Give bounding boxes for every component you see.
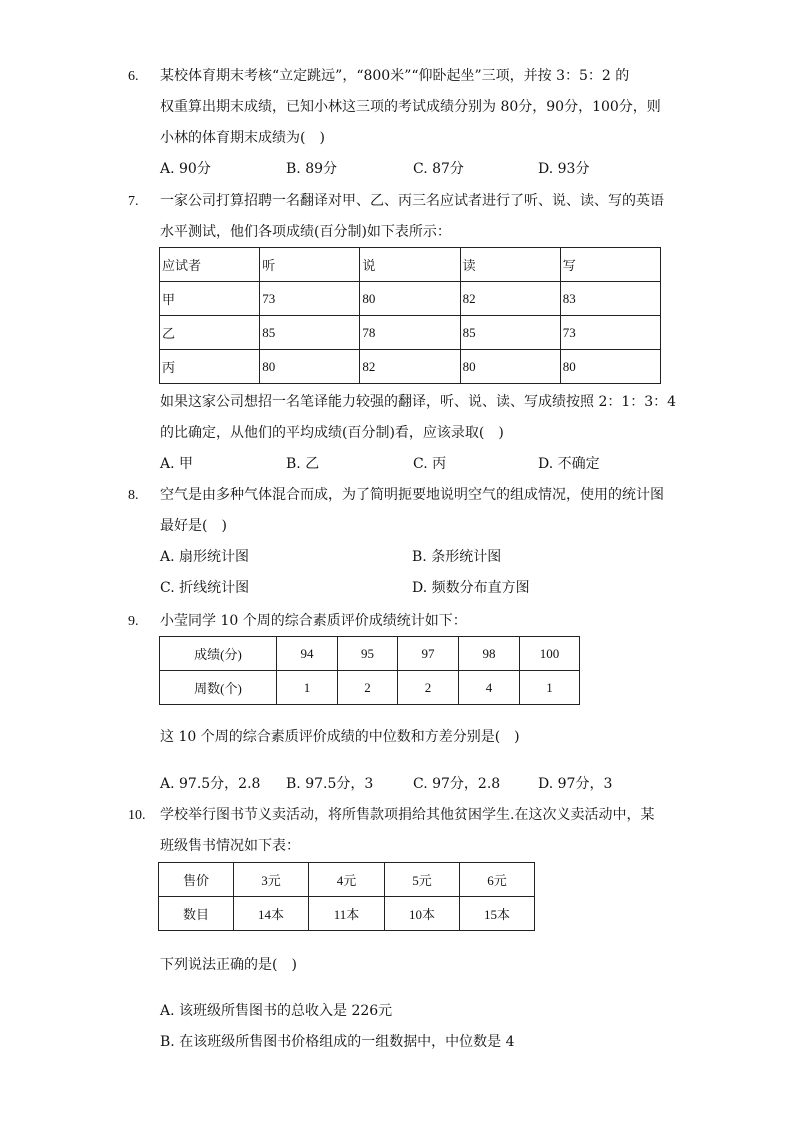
question-text-line: 如果这家公司想招一名笔译能力较强的翻译，听、说、读、写成绩按照 2：1：3：4: [160, 394, 677, 410]
table-cell: 6元: [460, 863, 535, 897]
table-cell: 85: [260, 316, 360, 350]
table-cell: 数目: [159, 897, 234, 931]
option-b[interactable]: B. 在该班级所售图书价格组成的一组数据中，中位数是 4: [160, 1034, 515, 1050]
table-cell: 80: [560, 350, 660, 384]
table-row: [160, 637, 580, 671]
table-cell: 82: [460, 282, 560, 316]
question-text-line: 空气是由多种气体混合而成，为了简明扼要地说明空气的组成情况，使用的统计图: [160, 487, 664, 503]
option-c[interactable]: C. 丙: [413, 456, 447, 472]
option-a[interactable]: A. 97.5分，2.8: [160, 776, 261, 792]
question-text-line: 这 10 个周的综合素质评价成绩的中位数和方差分别是( ): [160, 729, 520, 745]
option-d[interactable]: D. 93分: [538, 161, 590, 177]
table-cell: 售价: [159, 863, 234, 897]
question-text-line: 权重算出期末成绩，已知小林这三项的考试成绩分别为 80分，90分，100分，则: [160, 99, 661, 115]
options-row: [160, 769, 668, 800]
table-cell: 98: [459, 637, 520, 671]
table-row: [160, 350, 661, 384]
option-c[interactable]: C. 97分，2.8: [413, 776, 501, 792]
table-cell: 1: [520, 671, 580, 705]
table-cell: 2: [338, 671, 398, 705]
option-c[interactable]: C. 折线统计图: [160, 580, 250, 596]
options-row: [160, 154, 668, 185]
question-number: 7.: [128, 194, 139, 209]
table-cell: 15本: [460, 897, 535, 931]
question-text-line: 某校体育期末考核“立定跳远”，“800米”“仰卧起坐”三项，并按 3：5：2 的: [160, 68, 630, 84]
table-cell: 97: [398, 637, 459, 671]
table-cell: 83: [560, 282, 660, 316]
table-header-row: [160, 248, 661, 282]
option-d[interactable]: D. 频数分布直方图: [412, 580, 530, 596]
table-cell: 丙: [160, 350, 260, 384]
question-number: 9.: [128, 614, 139, 629]
table-cell: 4: [459, 671, 520, 705]
question-text-line: 班级售书情况如下表：: [160, 838, 300, 854]
option-a[interactable]: A. 90分: [160, 161, 211, 177]
header-cell: 说: [360, 248, 460, 282]
question-text-line: 下列说法正确的是( ): [160, 957, 297, 973]
question-number: 8.: [128, 488, 139, 503]
option-a[interactable]: A. 甲: [160, 456, 194, 472]
score-table: [159, 247, 661, 384]
question-text-line: 的比确定，从他们的平均成绩(百分制)看，应该录取( ): [160, 425, 504, 441]
table-cell: 4元: [309, 863, 385, 897]
options-row: [160, 542, 668, 573]
option-b[interactable]: B. 89分: [286, 161, 338, 177]
table-cell: 73: [560, 316, 660, 350]
table-cell: 85: [460, 316, 560, 350]
table-cell: 10本: [385, 897, 460, 931]
option-a[interactable]: A. 扇形统计图: [160, 549, 250, 565]
table-cell: 成绩(分): [160, 637, 277, 671]
table-cell: 82: [360, 350, 460, 384]
question-text-line: 水平测试，他们各项成绩(百分制)如下表所示：: [160, 224, 451, 240]
question-text-line: 学校举行图书节义卖活动，将所售款项捐给其他贫困学生.在这次义卖活动中，某: [160, 807, 655, 823]
table-cell: 11本: [309, 897, 385, 931]
question-text-line: 一家公司打算招聘一名翻译对甲、乙、丙三名应试者进行了听、说、读、写的英语: [160, 193, 664, 209]
question-number: 10.: [128, 808, 146, 823]
table-cell: 乙: [160, 316, 260, 350]
option-d[interactable]: D. 97分，3: [538, 776, 613, 792]
sales-table: [158, 862, 535, 931]
option-c[interactable]: C. 87分: [413, 161, 464, 177]
question-text-line: 小林的体育期末成绩为( ): [160, 130, 325, 146]
option-a[interactable]: A. 该班级所售图书的总收入是 226元: [160, 1003, 393, 1019]
table-row: [160, 316, 661, 350]
table-cell: 94: [277, 637, 338, 671]
table-cell: 甲: [160, 282, 260, 316]
header-cell: 读: [460, 248, 560, 282]
table-row: [159, 863, 535, 897]
table-cell: 3元: [234, 863, 309, 897]
option-b[interactable]: B. 条形统计图: [412, 549, 502, 565]
option-b[interactable]: B. 97.5分，3: [286, 776, 374, 792]
table-cell: 2: [398, 671, 459, 705]
options-row: [160, 449, 668, 480]
score-table: [159, 636, 580, 705]
table-cell: 73: [260, 282, 360, 316]
table-cell: 1: [277, 671, 338, 705]
table-cell: 100: [520, 637, 580, 671]
table-cell: 14本: [234, 897, 309, 931]
table-row: [160, 282, 661, 316]
table-cell: 周数(个): [160, 671, 277, 705]
table-row: [160, 671, 580, 705]
table-cell: 95: [338, 637, 398, 671]
table-cell: 5元: [385, 863, 460, 897]
table-cell: 80: [260, 350, 360, 384]
table-cell: 80: [460, 350, 560, 384]
header-cell: 写: [560, 248, 660, 282]
header-cell: 听: [260, 248, 360, 282]
header-cell: 应试者: [160, 248, 260, 282]
table-cell: 80: [360, 282, 460, 316]
option-b[interactable]: B. 乙: [286, 456, 320, 472]
options-row: [160, 573, 668, 604]
question-number: 6.: [128, 69, 139, 84]
option-d[interactable]: D. 不确定: [538, 456, 600, 472]
question-text-line: 最好是( ): [160, 518, 227, 534]
table-cell: 78: [360, 316, 460, 350]
question-text-line: 小莹同学 10 个周的综合素质评价成绩统计如下：: [160, 613, 467, 629]
table-row: [159, 897, 535, 931]
